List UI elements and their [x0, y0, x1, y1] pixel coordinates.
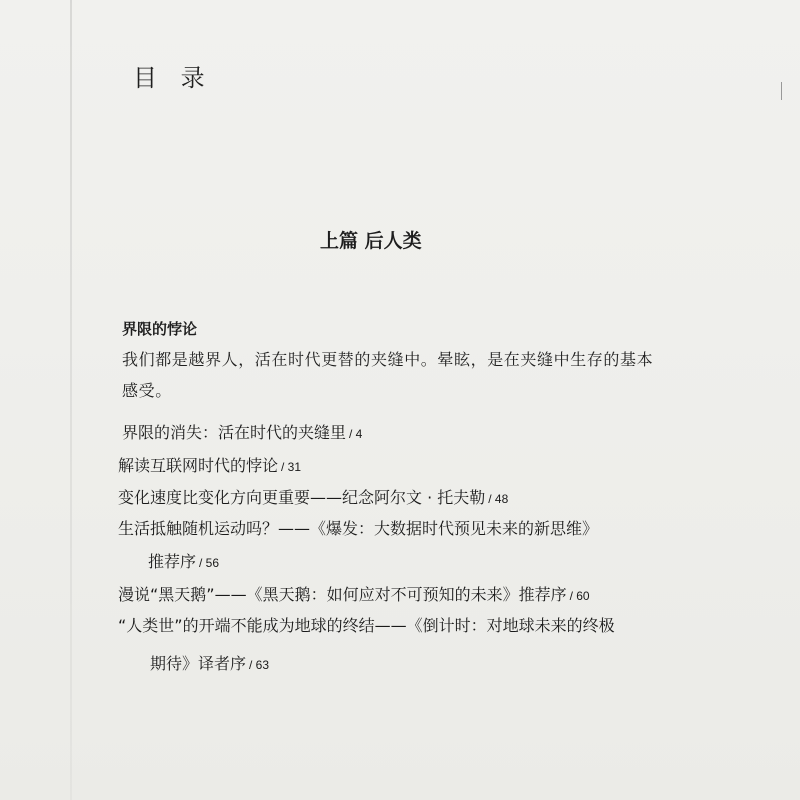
toc-entry-title: 界限的消失：活在时代的夹缝里 — [122, 423, 347, 442]
page-edge-mark — [781, 82, 782, 100]
page-gutter-shadow — [70, 0, 72, 800]
toc-entry-page: / 63 — [249, 658, 270, 672]
toc-entry[interactable] — [118, 485, 508, 508]
toc-entry-page: / 31 — [281, 460, 302, 474]
part-title: 上篇 后人类 — [320, 230, 422, 252]
toc-entry-continuation[interactable] — [148, 549, 219, 572]
toc-entry-title: “人类世”的开端不能成为地球的终结——《倒计时：对地球未来的终极 — [118, 616, 615, 635]
toc-entry-title: 生活抵触随机运动吗？——《爆发：大数据时代预见未来的新思维》 — [118, 519, 599, 538]
toc-entry[interactable] — [118, 613, 618, 636]
section-title: 界限的悖论 — [122, 320, 198, 338]
toc-title: 目 录 — [133, 64, 213, 92]
toc-entry-title: 解读互联网时代的悖论 — [118, 456, 279, 475]
toc-entry-title: 推荐序 — [148, 552, 197, 571]
toc-entry[interactable] — [118, 453, 301, 476]
toc-entry-page: / 48 — [488, 492, 509, 506]
toc-entry-page: / 4 — [349, 427, 363, 441]
toc-entry[interactable] — [118, 582, 590, 605]
toc-entry-title: 漫说“黑天鹅”——《黑天鹅：如何应对不可预知的未来》推荐序 — [118, 585, 567, 604]
toc-entry-continuation[interactable] — [150, 651, 269, 674]
toc-entry[interactable] — [122, 420, 362, 443]
toc-entry-page: / 56 — [199, 556, 220, 570]
toc-entry[interactable] — [118, 516, 601, 539]
toc-entry-page: / 60 — [569, 589, 590, 603]
toc-entry-title: 期待》译者序 — [150, 654, 247, 673]
toc-entry-title: 变化速度比变化方向更重要——纪念阿尔文 · 托夫勒 — [118, 488, 486, 507]
section-description: 我们都是越界人，活在时代更替的夹缝中。晕眩，是在夹缝中生存的基本感受。 — [122, 350, 654, 400]
